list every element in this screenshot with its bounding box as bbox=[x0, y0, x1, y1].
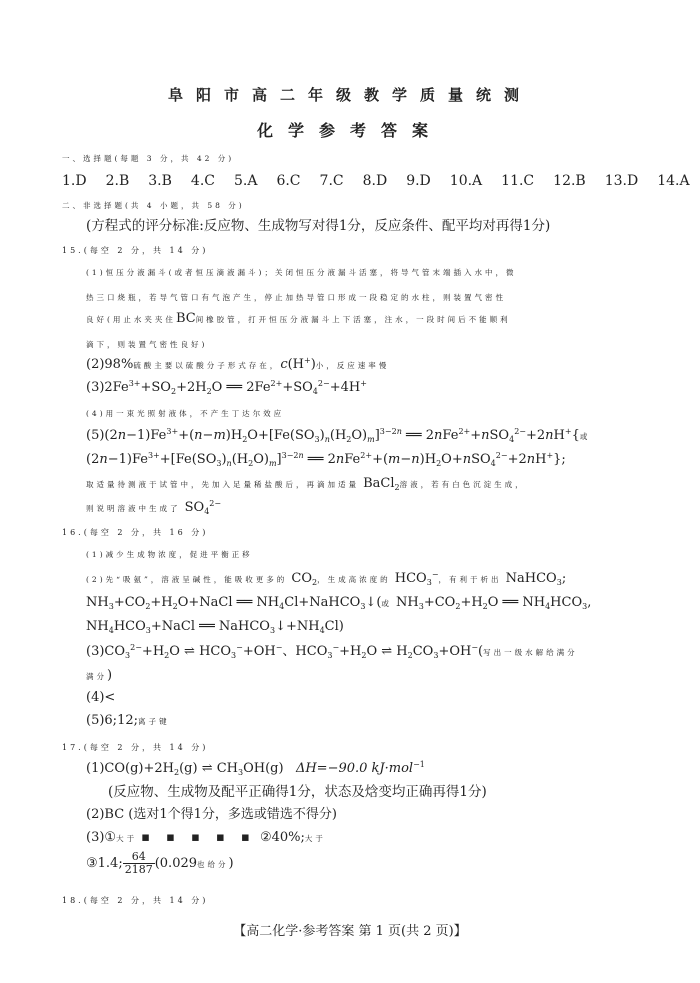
q16-answer-2-line1: (2)先“吸氨”，溶液呈碱性，能吸收更多的 $CO_2$，生成高浓度的 $HCO_3^-$，有利于析出 NaHCO$_3$; bbox=[86, 570, 567, 587]
q15-answer-5-line1: $(5)(2n-1)Fe^{3+}+(n-m)H_2O+[Fe(SO_3)_n(H_2O)_m]^{3-2n}$ ══ 2nFe$^{2+}$+nSO$_4^{2-}$+2nH+{或 bbox=[86, 427, 591, 444]
scoring-note: (方程式的评分标准:反应物、生成物写对得1分，反应条件、配平均对再得1分) bbox=[86, 218, 551, 234]
q16-answer-3-line1: $(3)CO_3^{2-}+H_2O$ ⇌ $HCO_3^-+OH^-$、$HCO_3^-+H_2O$ ⇌ $H_2CO_3+OH^-$(写出一级水解给满分 bbox=[86, 643, 578, 660]
answer-item: 8.D bbox=[362, 173, 388, 189]
q15-answer-2: (2)98%硫酸主要以硫酸分子形式存在，c(H+)小，反应速率慢 bbox=[86, 356, 390, 372]
q16-answer-2-line3: $NH_4HCO_3+NaCl$ ══ $NaHCO_3↓+NH_4Cl$) bbox=[86, 619, 344, 635]
answer-item: 5.A bbox=[233, 173, 258, 189]
q15-answer-1-line4: 滴下，则装置气密性良好) bbox=[86, 340, 208, 349]
answer-item: 4.C bbox=[190, 173, 215, 189]
answer-item: 9.D bbox=[406, 173, 431, 189]
answer-item: 14.A bbox=[657, 173, 690, 189]
q15-answer-3-equation: $(3)2Fe^{3+}+SO_2+2H_2O$ ══ $2Fe^{2+}+SO_4^{2-}+4H^+$ bbox=[86, 379, 367, 396]
q15-answer-5-line3: 取适量待测液于试管中，先加入足量稀盐酸后，再滴加适量 BaCl$_2$溶液，若有白色沉淀生成， bbox=[86, 476, 526, 492]
answer-item: 2.B bbox=[105, 173, 130, 189]
answer-item: 3.B bbox=[148, 173, 172, 189]
q17-answer-1-equation: $(1)CO(g)+2H_2(g)$ ⇌ $CH_3OH(g)$ ΔH=−90.0 kJ·mol$^{-1}$ bbox=[86, 760, 425, 777]
q15-answer-1-line3: 良好(用止水夹夹住BC间橡胶管，打开恒压分液漏斗上下活塞，注水，一段时间后不能顺利 bbox=[86, 311, 511, 326]
document-title: 阜阳市高二年级教学质量统测 bbox=[167, 86, 532, 104]
q16-answer-4: (4)< bbox=[86, 690, 116, 705]
q16-answer-3-line2: 满分) bbox=[86, 668, 113, 683]
section2-heading: 二、非选择题(共 4 小题，共 58 分) bbox=[62, 201, 245, 210]
q15-answer-4: (4)用一束光照射液体，不产生丁达尔效应 bbox=[86, 409, 285, 418]
section1-heading: 一、选择题(每题 3 分，共 42 分) bbox=[62, 154, 235, 163]
fraction: $\frac{64}{2187}$ bbox=[124, 850, 153, 876]
q16-answer-2-line2: $NH_3+CO_2+H_2O+NaCl$ ══ $NH_4Cl+NaHCO_3↓$(或 $NH_3+CO_2+H_2O$ ══ $NH_4HCO_3$, bbox=[86, 595, 592, 611]
answer-item: 6.C bbox=[276, 173, 301, 189]
answer-item: 7.C bbox=[319, 173, 344, 189]
q17-answer-3-line1: (3)①大于 ▪ ▪ ▪ ▪ ▪ ②40%;大于 bbox=[86, 830, 326, 845]
answer-item: 12.B bbox=[553, 173, 586, 189]
q16-answer-1: (1)减少生成物浓度，促进平衡正移 bbox=[86, 550, 253, 559]
q15-answer-5-line4: 则说明溶液中生成了 $SO_4^{2-}$ bbox=[86, 499, 222, 516]
q16-heading: 16.(每空 2 分，共 16 分) bbox=[62, 528, 209, 537]
answer-item: 1.D bbox=[62, 173, 87, 189]
q17-answer-3-line2: ③1.4; $\frac{64}{2187}$ (0.029也给分) bbox=[86, 850, 234, 876]
q17-answer-1-note: (反应物、生成物及配平正确得1分，状态及焓变均正确再得1分) bbox=[108, 784, 487, 800]
q15-answer-5-line2: $(2n-1)Fe^{3+}+[Fe(SO_3)_n(H_2O)_m]^{3-2n}$ ══ $2nFe^{2+}+(m-n)H_2O+nSO_4^{2-}+2nH^+$}; bbox=[86, 451, 566, 468]
q15-heading: 15.(每空 2 分，共 14 分) bbox=[62, 246, 209, 255]
q17-heading: 17.(每空 2 分，共 14 分) bbox=[62, 743, 209, 752]
q15-answer-1-line1: (1)恒压分液漏斗(或者恒压滴液漏斗)；关闭恒压分液漏斗活塞，将导气管末端插入水中，微 bbox=[86, 268, 517, 277]
page-footer: 【高二化学·参考答案 第 1 页(共 2 页)】 bbox=[233, 924, 467, 939]
answer-item: 11.C bbox=[501, 173, 535, 189]
answer-item: 10.A bbox=[449, 173, 483, 189]
answer-item: 13.D bbox=[604, 173, 639, 189]
choice-answers bbox=[62, 172, 690, 190]
q16-answer-5: (5)6;12;离子键 bbox=[86, 713, 170, 728]
document-subtitle: 化学参考答案 bbox=[256, 121, 443, 140]
q18-heading: 18.(每空 2 分，共 14 分) bbox=[62, 896, 209, 905]
q15-answer-1-line2: 热三口烧瓶，若导气管口有气泡产生，停止加热导管口形成一段稳定的水柱，则装置气密性 bbox=[86, 293, 506, 302]
q17-answer-2: (2)BC (选对1个得1分，多选或错选不得分) bbox=[86, 807, 337, 822]
